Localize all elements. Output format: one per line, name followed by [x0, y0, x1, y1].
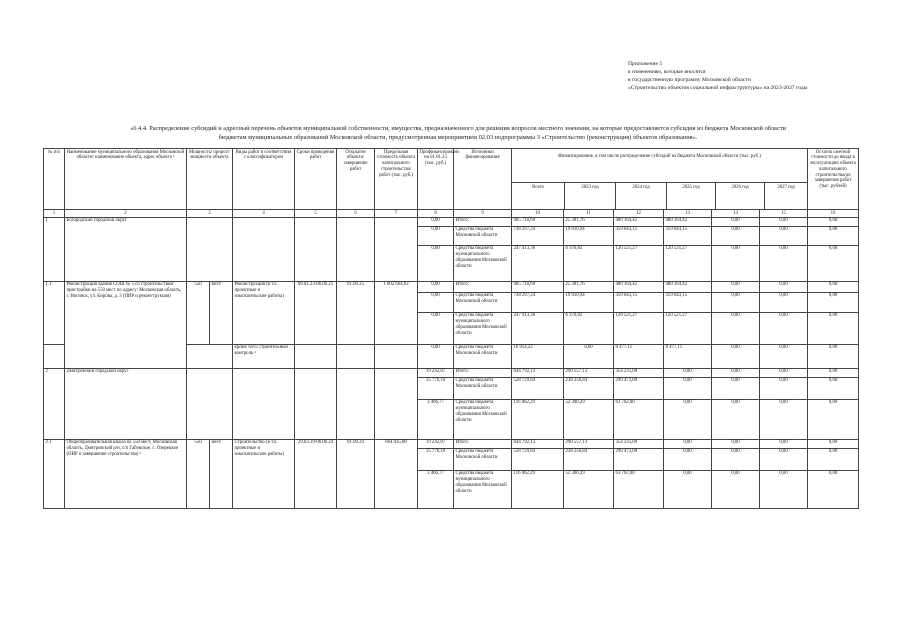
appendix-line: «Строительство объектов социальной инфраструктуры» на 2023-2027 годы	[628, 85, 808, 91]
total-value: 738 297,24	[512, 292, 564, 312]
year-value: 0,00	[712, 344, 760, 368]
year-value: 0,00	[760, 368, 808, 377]
remaining-value: 0,00	[808, 281, 859, 292]
year-value: 0,00	[760, 226, 808, 245]
header-cell-capacity: Мощность/ прирост мощности объекта	[187, 149, 233, 210]
year-value: 0,00	[760, 292, 808, 312]
appendix-note	[628, 60, 807, 92]
header-cell-work: Виды работ в соответствии с классификатором	[233, 149, 295, 210]
year-value: 0,00	[760, 399, 808, 439]
subsidy-table	[43, 148, 859, 509]
table-row	[44, 281, 859, 292]
year-value: 0,00	[564, 344, 614, 368]
year-value: 0,00	[760, 344, 808, 368]
funded-value: 15 776,10	[418, 448, 454, 470]
capacity-value: 550	[187, 281, 210, 344]
remaining-value: 0,00	[808, 470, 859, 508]
table-row	[44, 439, 859, 448]
year-value: 359 643,15	[664, 292, 712, 312]
year-value: 290 473,00	[614, 377, 664, 399]
table-row	[44, 217, 859, 226]
year-value: 0,00	[664, 439, 712, 448]
year-value: 0,00	[712, 439, 760, 448]
year-value: 25 381,76	[564, 217, 614, 226]
year-value: 8 477,11	[664, 344, 712, 368]
column-number: 8	[418, 210, 454, 218]
year-value: 25 381,76	[564, 281, 614, 292]
source-label: Средства бюджета Московской области	[454, 377, 512, 399]
row-number: 2.1	[44, 439, 65, 508]
header-cell-financing	[512, 149, 808, 210]
total-value: 247 413,36	[512, 312, 564, 344]
remaining-value: 0,00	[808, 377, 859, 399]
source-label: Средства бюджета муниципального образования Московской области	[454, 312, 512, 344]
year-value: 0,00	[760, 470, 808, 508]
table-row	[44, 368, 859, 377]
year-value: 120 521,27	[614, 312, 664, 344]
year-value: 0,00	[712, 226, 760, 245]
row-name: Общеобразовательная школа на 550 мест, Московская область, Дмитровский р/н, с/п Габовское, с. Озерецкое (ПИР и завершение строительства) ³	[65, 439, 187, 508]
appendix-line: в государственную программу Московской области	[628, 77, 751, 83]
source-label: Средства бюджета Московской области	[454, 226, 512, 245]
work-type: Реконструкция (в т.ч. проектные и изыскательские работы)	[233, 281, 295, 344]
column-number: 12	[614, 210, 664, 218]
year-value: 52 300,29	[564, 399, 614, 439]
column-number: 9	[454, 210, 512, 218]
year-value: 0,00	[712, 245, 760, 281]
year-value: 359 643,15	[664, 226, 712, 245]
year-value: 0,00	[760, 312, 808, 344]
year-value: 8 477,11	[614, 344, 664, 368]
total-value: 16 954,22	[512, 344, 564, 368]
remaining-value: 0,00	[808, 312, 859, 344]
year-value: 480 164,42	[664, 281, 712, 292]
year-value: 359 643,15	[614, 226, 664, 245]
remaining-value: 0,00	[808, 448, 859, 470]
column-number: 11	[564, 210, 614, 218]
header-year-total: Всего	[512, 183, 565, 209]
total-value: 116 062,29	[512, 470, 564, 508]
open-date: 01.09.25	[337, 281, 375, 344]
year-value: 0,00	[760, 245, 808, 281]
header-year-2026: 2026 год	[716, 183, 765, 209]
year-value: 0,00	[664, 470, 712, 508]
column-number: 16	[808, 210, 859, 218]
source-label: Средства бюджета Московской области	[454, 344, 512, 368]
funded-value: 15 776,10	[418, 377, 454, 399]
column-number: 3	[187, 210, 233, 218]
row-number: 1	[44, 217, 65, 281]
row-name: Богородский городской округ	[65, 217, 187, 281]
year-value: 290 557,13	[564, 368, 614, 377]
year-value: 0,00	[760, 439, 808, 448]
column-number: 1	[44, 210, 65, 218]
cost-value: 664 035,00	[375, 439, 418, 508]
capacity-value: 550	[187, 439, 210, 508]
total-value: 528 729,84	[512, 377, 564, 399]
source-label: Средства бюджета Московской области	[454, 292, 512, 312]
funded-value: 0,00	[418, 312, 454, 344]
document-heading	[58, 125, 858, 142]
funded-value: 0,00	[418, 344, 454, 368]
remaining-value: 0,00	[808, 226, 859, 245]
year-value: 63 762,00	[614, 470, 664, 508]
funded-value: 19 242,87	[418, 439, 454, 448]
funded-value: 0,00	[418, 245, 454, 281]
heading-line: бюджетам муниципальных образований Московской области, предусмотренная мероприятием 02.03 подпрограммы 3 «Строительство (реконструкция) объектов образования».	[218, 133, 698, 141]
total-value: 644 792,13	[512, 439, 564, 448]
source-label: Итого:	[454, 217, 512, 226]
year-value: 354 235,00	[614, 439, 664, 448]
year-value: 19 010,94	[564, 292, 614, 312]
header-cell-source: Источники финансирования	[454, 149, 512, 210]
work-type: Строительство (в т.ч. проектные и изыскательские работы)	[233, 439, 295, 508]
year-value: 0,00	[760, 217, 808, 226]
heading-line: «6.4.4. Распределение субсидий и адресный перечень объектов муниципальной собственности, имущества, предназначенного для решения вопросов местного значения, на которые предоставляется субсидия из бюджета Московской области	[130, 125, 786, 132]
source-label: Средства бюджета муниципального образования Московской области	[454, 470, 512, 508]
remaining-value: 0,00	[808, 344, 859, 368]
header-cell-num: № п/п	[44, 149, 65, 210]
header-year-2023: 2023 год	[565, 183, 616, 209]
column-number: 10	[512, 210, 564, 218]
column-number: 5	[295, 210, 337, 218]
work-dates: 09.01.23-06.06.25	[295, 281, 337, 344]
funded-value: 0,00	[418, 226, 454, 245]
year-value: 359 643,15	[614, 292, 664, 312]
funded-value: 0,00	[418, 217, 454, 226]
extra-label: кроме того: строительный контроль ²	[233, 344, 295, 368]
remaining-value: 0,00	[808, 399, 859, 439]
year-value: 0,00	[664, 377, 712, 399]
source-label: Средства бюджета муниципального образования Московской области	[454, 399, 512, 439]
row-name: Дмитровский городской округ	[65, 368, 187, 439]
year-value: 0,00	[760, 377, 808, 399]
appendix-line: к изменениям, которые вносятся	[628, 69, 706, 75]
year-value: 0,00	[712, 312, 760, 344]
header-cell-funded: Профинансировано на 01.01.23 (тыс. руб.)	[418, 149, 454, 210]
header-cell-name: Наименование муниципального образования Московской области/ наименование объекта, адрес объекта ¹	[65, 149, 187, 210]
total-value: 985 710,60	[512, 281, 564, 292]
header-year-2024: 2024 год	[616, 183, 667, 209]
year-value: 0,00	[664, 399, 712, 439]
row-number: 2	[44, 368, 65, 439]
year-value: 63 762,00	[614, 399, 664, 439]
year-value: 6 370,82	[564, 312, 614, 344]
year-value: 0,00	[712, 281, 760, 292]
source-label: Средства бюджета Московской области	[454, 448, 512, 470]
appendix-line: Приложение 5	[628, 61, 663, 67]
funded-value: 19 242,87	[418, 368, 454, 377]
header-cell-open: Открытие объекта/завершение работ	[337, 149, 375, 210]
open-date: 01.09.24	[337, 439, 375, 508]
header-year-2025: 2025 год	[667, 183, 716, 209]
year-value: 120 521,27	[664, 312, 712, 344]
year-value: 0,00	[760, 448, 808, 470]
source-label: Итого:	[454, 439, 512, 448]
year-value: 0,00	[712, 448, 760, 470]
year-value: 0,00	[712, 470, 760, 508]
year-value: 0,00	[760, 281, 808, 292]
remaining-value: 0,00	[808, 368, 859, 377]
year-value: 0,00	[712, 217, 760, 226]
year-value: 0,00	[712, 368, 760, 377]
total-value: 985 710,60	[512, 217, 564, 226]
funded-value: 3 466,77	[418, 470, 454, 508]
cost-value: 1 002 664,82	[375, 281, 418, 344]
source-label: Итого:	[454, 281, 512, 292]
column-number: 2	[65, 210, 187, 218]
year-value: 0,00	[664, 448, 712, 470]
remaining-value: 0,00	[808, 439, 859, 448]
remaining-value: 0,00	[808, 292, 859, 312]
year-value: 52 300,29	[564, 470, 614, 508]
year-value: 6 370,82	[564, 245, 614, 281]
year-value: 290 557,13	[564, 439, 614, 448]
remaining-value: 0,00	[808, 217, 859, 226]
year-value: 480 164,42	[614, 217, 664, 226]
year-value: 354 235,00	[614, 368, 664, 377]
column-number: 7	[375, 210, 418, 218]
capacity-unit: мест	[210, 281, 233, 344]
year-value: 120 521,27	[664, 245, 712, 281]
row-name: Реконструкция здания СОШ № 5 со строительством пристройки на 550 мест по адресу: Московская область, г. Ногинск, ул. Кирова, д. 3 (ПИР и реконструкция)	[65, 281, 187, 368]
year-value: 19 010,94	[564, 226, 614, 245]
column-number: 13	[664, 210, 712, 218]
total-value: 738 297,24	[512, 226, 564, 245]
year-value: 290 473,00	[614, 448, 664, 470]
year-value: 120 521,27	[614, 245, 664, 281]
year-value: 0,00	[664, 368, 712, 377]
capacity-unit: мест	[210, 439, 233, 508]
column-number: 14	[712, 210, 760, 218]
header-cell-dates: Сроки проведения работ	[295, 149, 337, 210]
year-value: 480 164,42	[614, 281, 664, 292]
year-value: 480 164,42	[664, 217, 712, 226]
funded-value: 0,00	[418, 292, 454, 312]
source-label: Средства бюджета муниципального образования Московской области	[454, 245, 512, 281]
total-value: 247 413,36	[512, 245, 564, 281]
header-year-2027: 2027 год	[777, 185, 795, 190]
year-value: 238 256,84	[564, 377, 614, 399]
total-value: 644 792,13	[512, 368, 564, 377]
year-value: 0,00	[712, 377, 760, 399]
source-label: Итого:	[454, 368, 512, 377]
column-number: 15	[760, 210, 808, 218]
year-value: 0,00	[712, 292, 760, 312]
column-number: 4	[233, 210, 295, 218]
column-number: 6	[337, 210, 375, 218]
total-value: 528 729,84	[512, 448, 564, 470]
year-value: 238 256,84	[564, 448, 614, 470]
remaining-value: 0,00	[808, 245, 859, 281]
financing-group-label: Финансирование, в том числе распределение субсидий из бюджета Московской области (тыс. руб.)	[512, 149, 807, 183]
row-number: 1.1	[44, 281, 65, 344]
header-cell-cost: Предельная стоимость объекта капитального строительства/ работ (тыс. руб.)	[375, 149, 418, 210]
year-value: 0,00	[712, 399, 760, 439]
funded-value: 3 466,77	[418, 399, 454, 439]
header-cell-remaining: Остаток сметной стоимости до ввода в эксплуатацию объекта капитального строительства/до завершения работ (тыс. рублей)	[808, 149, 859, 210]
funded-value: 0,00	[418, 281, 454, 292]
work-dates: 29.03.19-06.06.24	[295, 439, 337, 508]
total-value: 116 062,29	[512, 399, 564, 439]
